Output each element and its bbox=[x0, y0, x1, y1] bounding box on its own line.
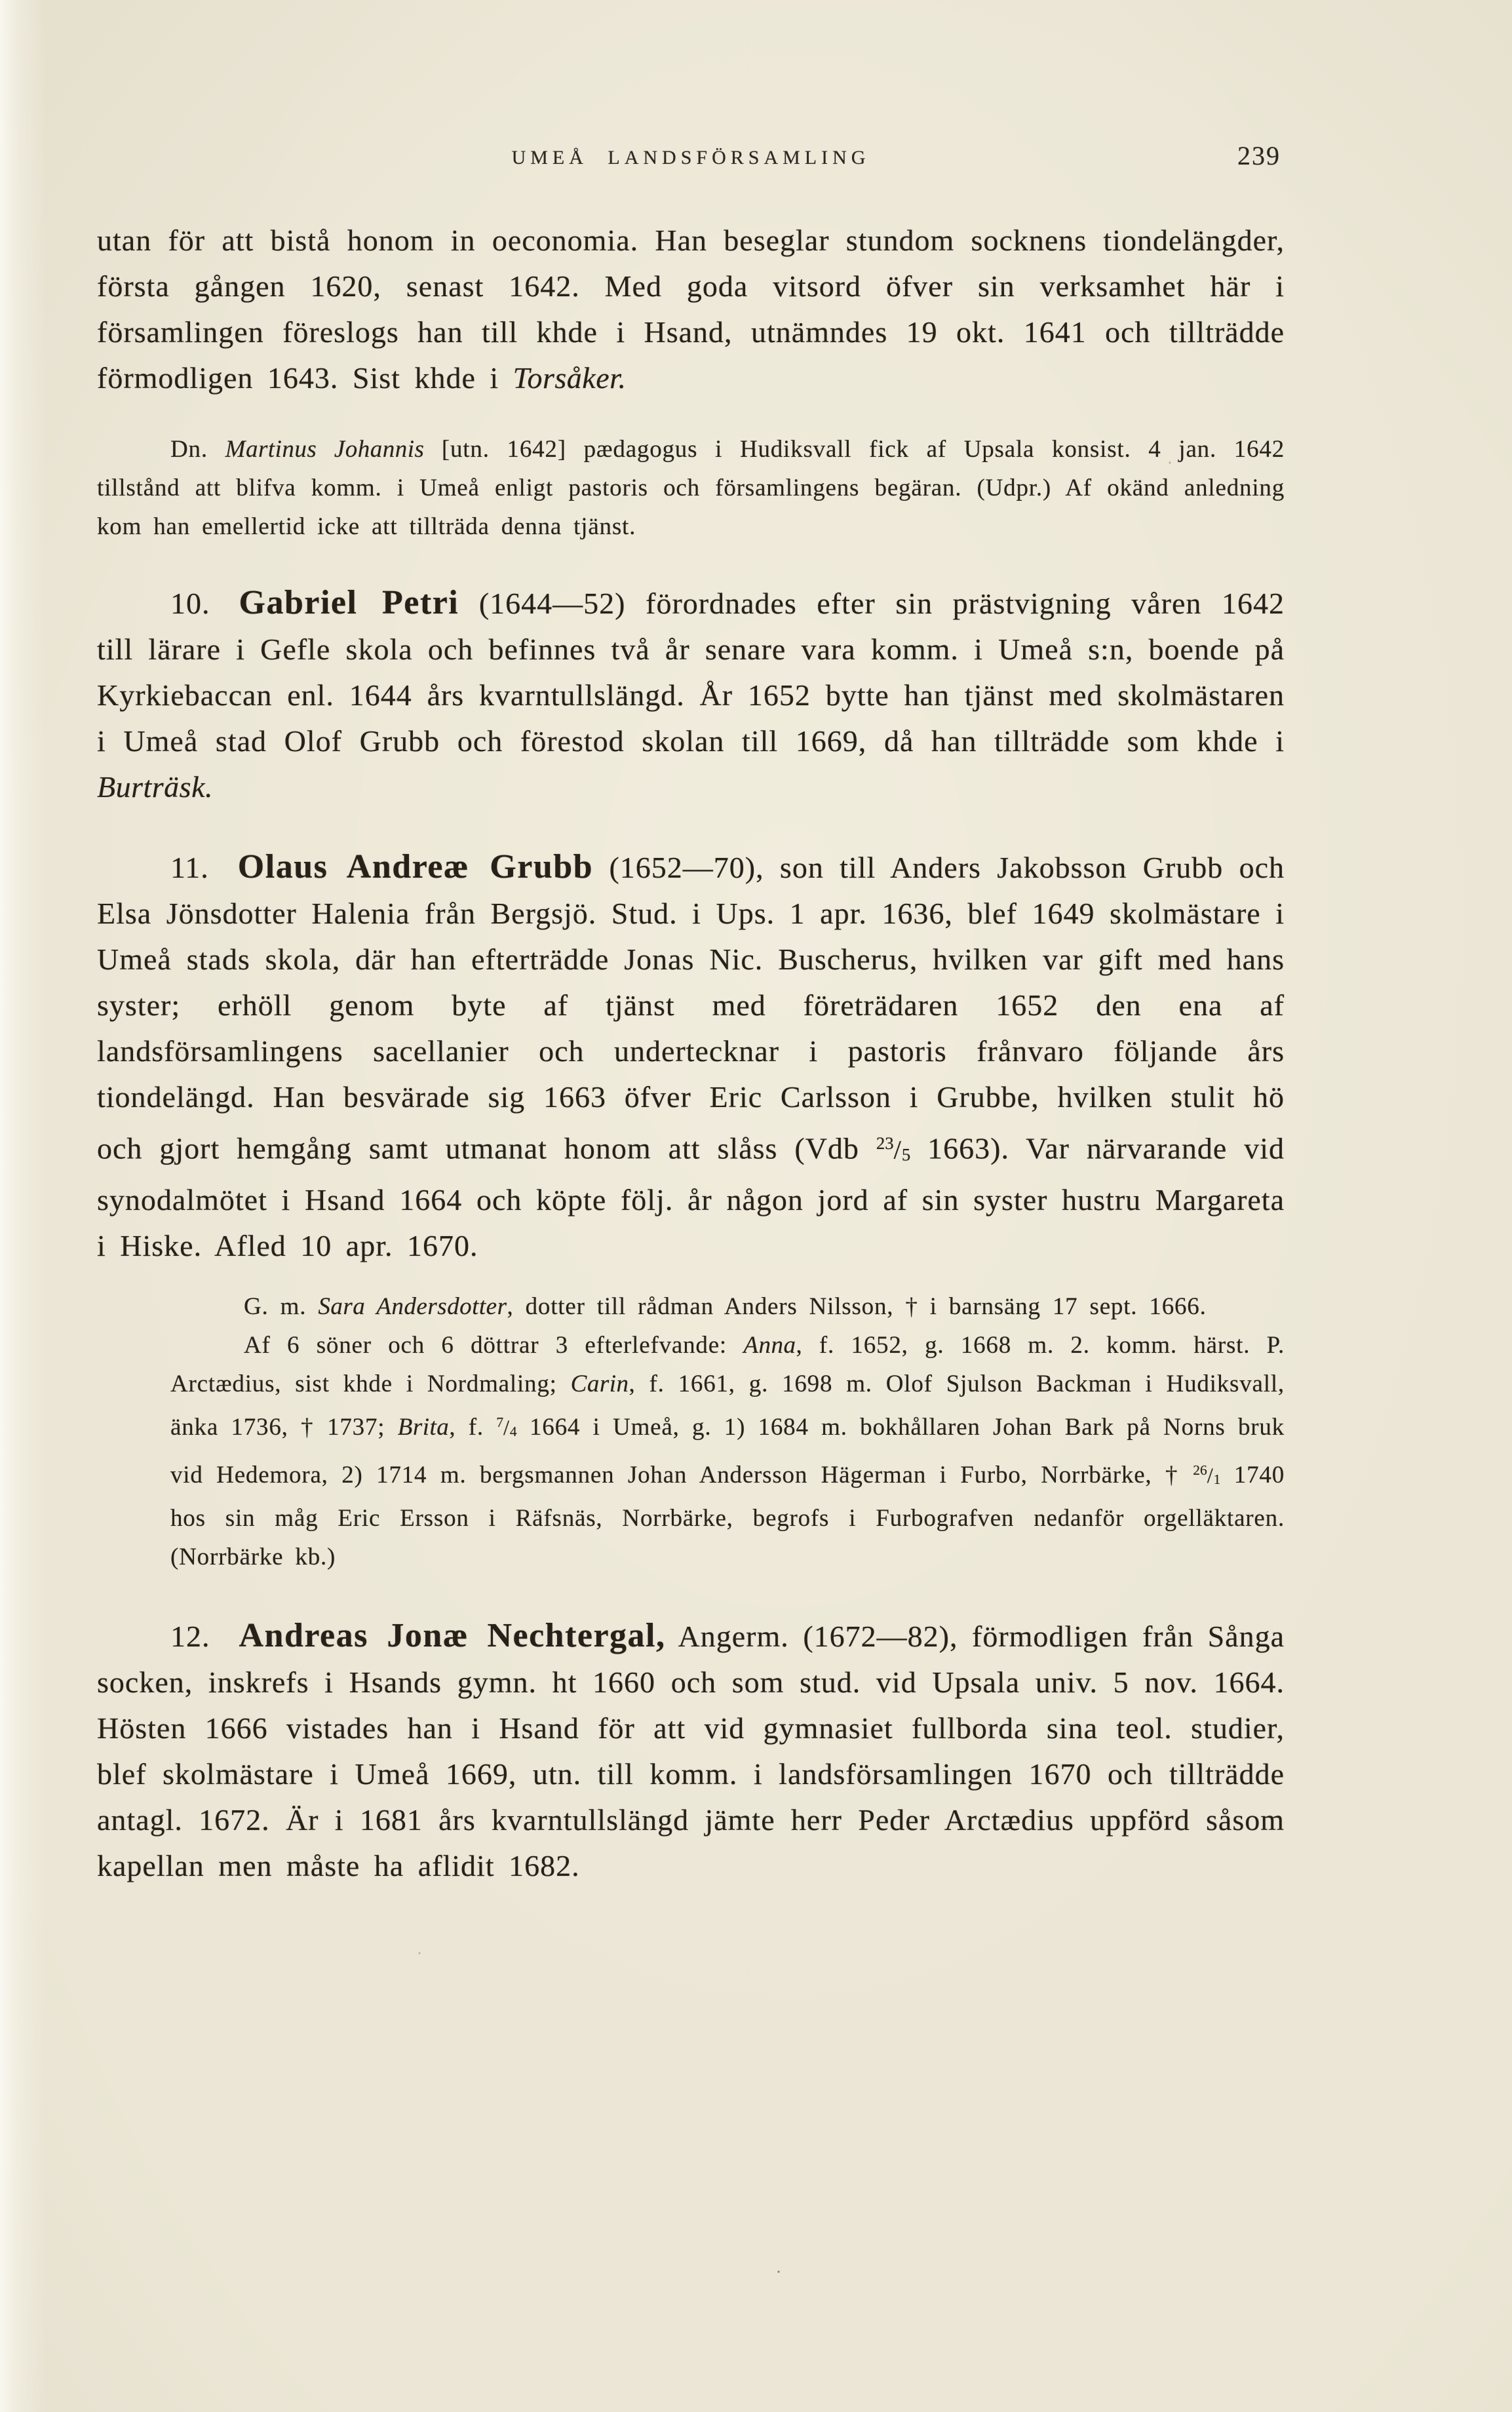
person-name-italic: Sara Andersdotter bbox=[318, 1293, 507, 1321]
date-fraction-denominator: 5 bbox=[901, 1144, 911, 1165]
text-run: , f. bbox=[449, 1414, 497, 1441]
note-martinus-johannis bbox=[97, 430, 1285, 546]
text-run: , f. 1652, g. 1668 m. 2. komm. härst. P. Arctædius, sist khde i Nordmaling; bbox=[170, 1332, 1285, 1398]
note-children bbox=[170, 1326, 1285, 1576]
text-run: Dn. bbox=[170, 436, 225, 463]
date-fraction-slash: / bbox=[893, 1135, 902, 1165]
person-name-italic: Martinus Johannis bbox=[225, 436, 442, 463]
running-title: UMEÅ LANDSFÖRSAMLING bbox=[511, 147, 870, 168]
entry-11-olaus-grubb bbox=[97, 844, 1285, 1269]
text-run: 1664 i Umeå, g. 1) 1684 m. bokhållaren Johan Bark på Norns bruk vid Hedemora, 2) 1714 m. bergsmannen Johan Andersson Hägerman i Furbo, Norrbärke, † bbox=[170, 1414, 1285, 1489]
text-run: , f. 1661, g. 1698 m. Olof Sjulson Backman i Hudiksvall, änka 1736, † 1737; bbox=[170, 1371, 1285, 1441]
date-fraction-numerator: 7 bbox=[496, 1414, 504, 1431]
entry-name: Andreas Jonæ Nechtergal, bbox=[239, 1617, 666, 1655]
text-run: (1644—52) förordnades efter sin prästvigning våren 1642 till lärare i Gefle skola och befinnes två år senare vara komm. i Umeå s:n, boende på Kyrkiebaccan enl. 1644 års kvarntullslängd. År 1652 bytte han tjänst med skolmästaren i Umeå stad Olof Grubb och förestod skolan till 1669, då han tillträdde som khde i bbox=[97, 587, 1285, 758]
entry-number: 10. bbox=[170, 587, 210, 620]
text-run: , dotter till rådman Anders Nilsson, † i barnsäng 17 sept. 1666. bbox=[507, 1293, 1207, 1321]
entry-name: Olaus Andreæ Grubb bbox=[237, 848, 594, 885]
date-fraction-numerator: 23 bbox=[876, 1133, 894, 1153]
page-number: 239 bbox=[1237, 141, 1281, 170]
date-fraction-numerator: 26 bbox=[1193, 1462, 1207, 1479]
text-run: [utn. 1642] pædagogus i Hudiksvall fick af Upsala konsist. 4 jan. 1642 tillstånd att blifva komm. i Umeå enligt pastoris och församlingens begäran. (Udpr.) Af okänd anledning kom han emellertid icke att tillträda denna tjänst. bbox=[97, 436, 1285, 540]
text-run: 1740 hos sin måg Eric Ersson i Räfsnäs, Norrbärke, begrofs i Furbografven nedanför orgelläktaren. (Norrbärke kb.) bbox=[170, 1462, 1285, 1571]
entry-number: 12. bbox=[170, 1620, 210, 1654]
text-run: Af 6 söner och 6 döttrar 3 efterlefvande: bbox=[244, 1332, 744, 1359]
place-name-italic: Torsåker. bbox=[513, 361, 627, 395]
text-run: Angerm. (1672—82), förmodligen från Sånga socken, inskrefs i Hsands gymn. ht 1660 och som stud. vid Upsala univ. 5 nov. 1664. Hösten 1666 vistades han i Hsand för att vid gymnasiet fullborda sina teol. studier, blef skolmästare i Umeå 1669, utn. till komm. i landsförsamlingen 1670 och tillträdde antagl. 1672. Är i 1681 års kvarntullslängd jämte herr Peder Arctædius uppförd såsom kapellan men måste ha aflidit 1682. bbox=[97, 1620, 1285, 1883]
note-marriage bbox=[170, 1287, 1285, 1326]
entry-name: Gabriel Petri bbox=[239, 584, 459, 621]
person-name-italic: Brita bbox=[397, 1414, 450, 1441]
person-name-italic: Anna bbox=[743, 1332, 796, 1359]
page-header bbox=[97, 0, 1285, 170]
text-run: G. m. bbox=[244, 1293, 319, 1321]
entry-number: 11. bbox=[170, 851, 209, 884]
text-run: (1652—70), son till Anders Jakobsson Grubb och Elsa Jönsdotter Halenia från Bergsjö. Stud. i Ups. 1 apr. 1636, blef 1649 skolmästare i Umeå stads skola, där han efterträdde Jonas Nic. Buscherus, hvilken var gift med hans syster; erhöll genom byte af tjänst med företrädaren 1652 den ena af landsförsamlingens sacellanier och undertecknar i pastoris frånvaro följande års tiondelängd. Han besvärade sig 1663 öfver Eric Carlsson i Grubbe, hvilken stulit hö och gjort hemgång samt utmanat honom att slåss (Vdb bbox=[97, 851, 1285, 1165]
text-run: 1663). Var närvarande vid synodalmötet i Hsand 1664 och köpte följ. år någon jord af sin syster hustru Margareta i Hiske. Afled 10 apr. 1670. bbox=[97, 1131, 1285, 1263]
person-name-italic: Carin bbox=[570, 1371, 629, 1398]
text-block bbox=[97, 0, 1285, 1889]
date-fraction-slash: / bbox=[1207, 1464, 1214, 1488]
entry-10-gabriel-petri bbox=[97, 580, 1285, 810]
entry-12-andreas-nechtergal bbox=[97, 1613, 1285, 1889]
date-fraction-denominator: 4 bbox=[509, 1424, 517, 1440]
date-fraction-slash: / bbox=[503, 1416, 510, 1441]
paragraph-continuation bbox=[97, 218, 1285, 401]
date-fraction-denominator: 1 bbox=[1213, 1471, 1221, 1488]
text-run: utan för att bistå honom in oeconomia. Han beseglar stundom socknens tiondelängder, första gången 1620, senast 1642. Med goda vitsord öfver sin verksamhet här i församlingen föreslogs han till khde i Hsand, utnämndes 19 okt. 1641 och tillträdde förmodligen 1643. Sist khde i bbox=[97, 224, 1285, 395]
place-name-italic: Burträsk. bbox=[97, 770, 213, 804]
